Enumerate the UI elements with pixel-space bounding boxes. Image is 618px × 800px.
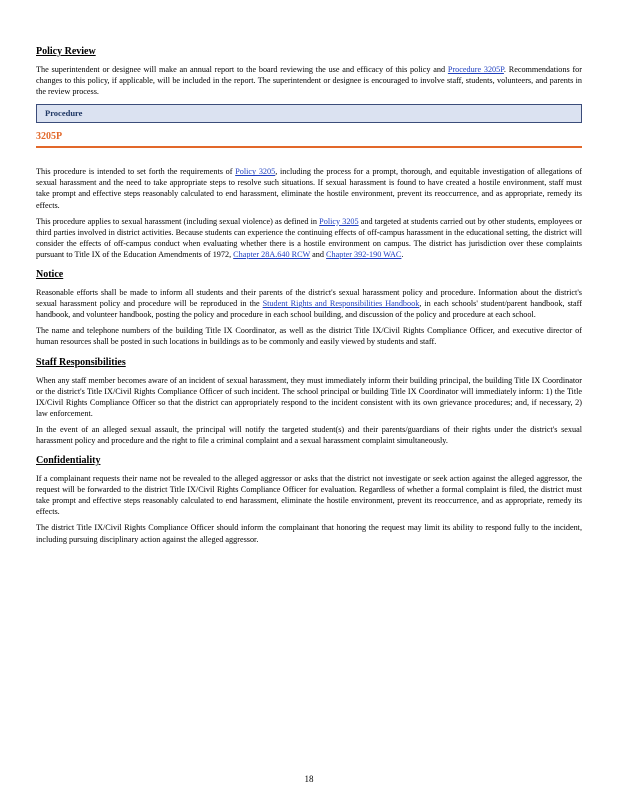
confidentiality-paragraph-1: If a complainant requests their name not be revealed to the alleged aggressor or asks that the district not investigate or seek action against the alleged aggressor, the request will be forwarded to the district Title IX/Civil Rights Compliance Officer for evaluation. Regardless of whether a formal complaint is filed, the district must take prompt and effective steps reasonably calculated to end harassment, eliminate the hostile environment, prevent its reoccurrence, and as appropriate, remedy its effects.: [36, 474, 582, 517]
text-run: and: [310, 249, 327, 259]
orange-divider: [36, 146, 582, 148]
text-run: . Recommendations for changes to this policy, if applicable, will be included in the report. The superintendent or designee is encouraged to involve staff, students, volunteers, and parents in the review process.: [36, 65, 582, 97]
confidentiality-heading: Confidentiality: [36, 455, 101, 467]
procedure-3205p-link[interactable]: Procedure 3205P: [447, 65, 504, 74]
handbook-link[interactable]: Student Rights and Responsibilities Handbook: [262, 299, 420, 309]
staff-paragraph-1: When any staff member becomes aware of an incident of sexual harassment, they must immediately inform their building principal, the building Title IX Coordinator or the district's Title IX/Civil Rights Compliance Officer of such incident. The school principal or building Title IX Coordinator will immediately inform: 1) the Title IX/Civil Rights Compliance Officer so that the district can appropriately respond to the incident consistent with its own grievance procedures; and, if necessary, 2) law enforcement.: [36, 375, 582, 418]
staff-paragraph-2: In the event of an alleged sexual assault, the principal will notify the targeted student(s) and their parents/guardians of their rights under the district's sexual harassment policy and procedure and the right to file a criminal complaint and a sexual harassment complaint simultaneously.: [36, 424, 582, 445]
procedure-intro-paragraph: [36, 166, 582, 210]
procedure-banner: [36, 104, 582, 123]
text-run: and targeted at students carried out by other students, employees or third parties involved in district activities. Because students can experience the continuing effects of off-campus harassment in the educational setting, the district will consider the effects of off-campus conduct when evaluating whether there is a hostile environment on campus. The district has jurisdiction over these complaints pursuant to Title IX of the Education Amendments of 1972,: [36, 216, 582, 259]
text-run: , in each schools' student/parent handbook, staff handbook, and volunteer handbook, posting the policy and procedure in each school building, and discussion of the policy and procedure at each school.: [36, 299, 582, 320]
staff-responsibilities-heading: Staff Responsibilities: [36, 356, 126, 368]
text-run: The superintendent or designee will make an annual report to the board reviewing the use and efficacy of this policy and: [36, 65, 448, 74]
procedure-scope-paragraph: [36, 216, 582, 260]
policy-review-heading: Policy Review: [36, 46, 96, 57]
page-number: 18: [304, 774, 314, 784]
text-run: , including the process for a prompt, thorough, and equitable investigation of allegations of sexual harassment and the need to take appropriate steps to resolve such situations. If sexual harassment is found to have created a hostile environment, staff must take prompt and effective steps reasonably calculated to end harassment, eliminate the hostile environment, prevent its reoccurrence, and as appropriate, remedy its effects.: [36, 167, 582, 210]
policy-3205-link[interactable]: Policy 3205: [235, 167, 276, 177]
wac-chapter-link[interactable]: Chapter 392-190 WAC: [326, 249, 402, 259]
text-run: .: [401, 249, 404, 259]
confidentiality-paragraph-2: The district Title IX/Civil Rights Compliance Officer should inform the complainant that honoring the request may limit its ability to respond fully to the incident, including pursuing disciplinary action against the alleged aggressor.: [36, 523, 582, 544]
notice-paragraph-2: The name and telephone numbers of the building Title IX Coordinator, as well as the district Title IX/Civil Rights Compliance Officer, and executive director of human resources shall be posted in such locations in buildings as to be commonly and easily viewed by students and staff.: [36, 326, 582, 347]
text-run: Reasonable efforts shall be made to inform all students and their parents of the district's sexual harassment policy and procedure. Information about the district's sexual harassment policy and procedure will be reproduced in the: [36, 288, 582, 309]
rcw-chapter-link[interactable]: Chapter 28A.640 RCW: [233, 249, 311, 259]
notice-paragraph-1: [36, 287, 582, 320]
text-run: This procedure applies to sexual harassment (including sexual violence) as defined in: [36, 216, 320, 226]
procedure-number: 3205P: [36, 131, 63, 143]
policy-3205-link-2[interactable]: Policy 3205: [319, 216, 359, 226]
procedure-banner-label: Procedure: [45, 108, 83, 119]
text-run: This procedure is intended to set forth the requirements of: [36, 167, 236, 177]
notice-heading: Notice: [36, 269, 64, 281]
policy-review-paragraph: [36, 64, 582, 97]
document-page: [36, 46, 582, 550]
